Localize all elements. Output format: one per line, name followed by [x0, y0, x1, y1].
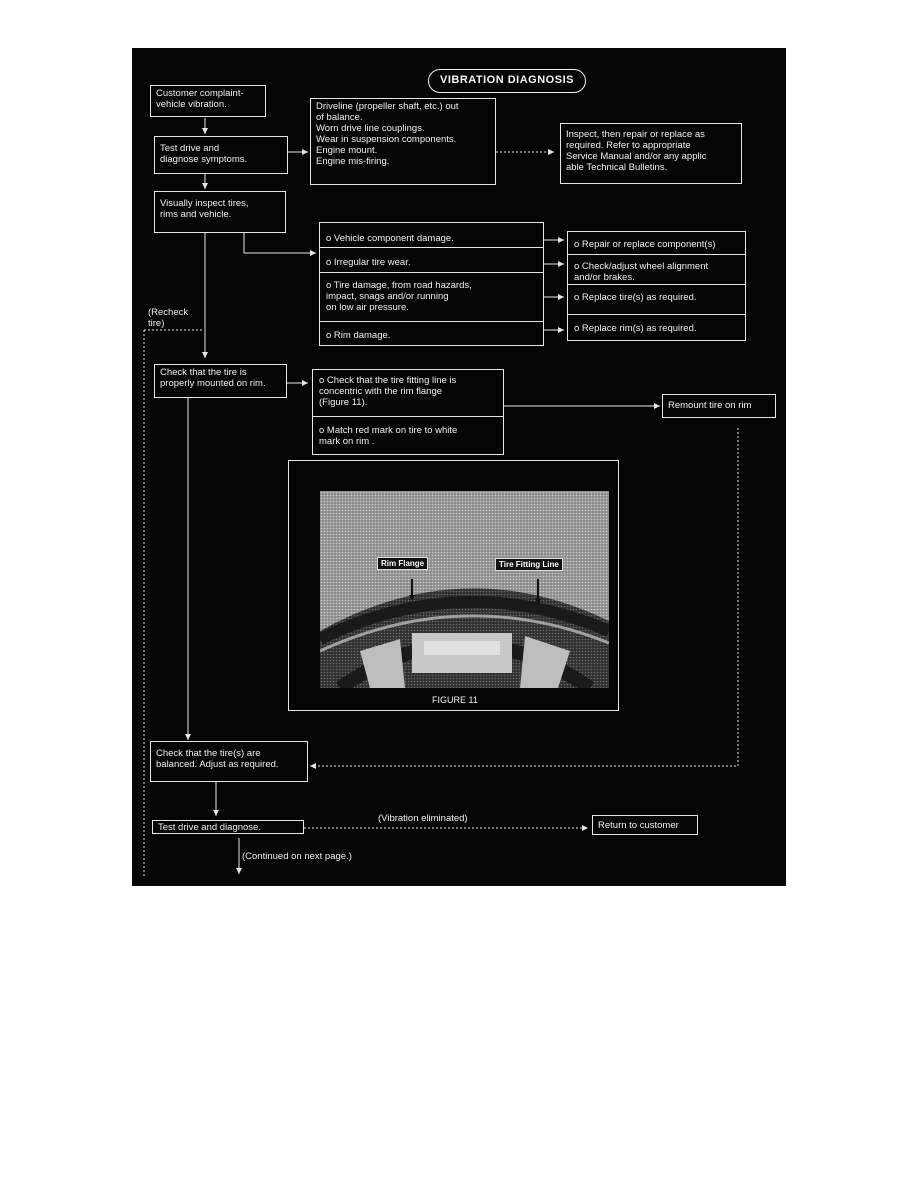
tire-fitting-line-label: Tire Fitting Line: [495, 558, 563, 571]
divider: [568, 284, 745, 285]
item-irregular-wear: o Irregular tire wear.: [326, 257, 411, 268]
item-tire-damage: o Tire damage, from road hazards, impact, snags and/or running on low air pressure.: [326, 280, 472, 313]
test-drive-diagnose-box: Test drive and diagnose.: [152, 820, 304, 834]
divider: [320, 321, 543, 322]
balanced-box: Check that the tire(s) are balanced. Adjust as required.: [150, 741, 308, 782]
continued-label: (Continued on next page.): [242, 851, 352, 862]
actions-box: [567, 231, 746, 341]
rim-flange-label: Rim Flange: [377, 557, 428, 570]
action-repair-component: o Repair or replace component(s): [574, 239, 716, 250]
figure-caption: FIGURE 11: [432, 695, 478, 705]
test-drive-box: Test drive and diagnose symptoms.: [154, 136, 288, 174]
divider: [320, 272, 543, 273]
action-replace-tire: o Replace tire(s) as required.: [574, 292, 697, 303]
vibration-eliminated-label: (Vibration eliminated): [378, 813, 468, 824]
remount-box: Remount tire on rim: [662, 394, 776, 418]
divider: [568, 314, 745, 315]
mounted-box: Check that the tire is properly mounted on rim.: [154, 364, 287, 398]
divider: [313, 416, 503, 417]
inspect-items-box: [319, 222, 544, 346]
tire-rim-illustration: [320, 491, 609, 688]
diagram-panel: [132, 48, 786, 886]
action-alignment: o Check/adjust wheel alignment and/or brakes.: [574, 261, 709, 283]
return-to-customer-box: Return to customer: [592, 815, 698, 835]
inspect-repair-box: Inspect, then repair or replace as required. Refer to appropriate Service Manual and/or any applic able Technical Bulletins.: [560, 123, 742, 184]
divider: [320, 247, 543, 248]
driveline-box: Driveline (propeller shaft, etc.) out of balance. Worn drive line couplings. Wear in suspension components. Engine mount. Engine mis-firing.: [310, 98, 496, 185]
check-red-mark: o Match red mark on tire to white mark on rim .: [319, 425, 458, 447]
figure-11-photo: [320, 491, 609, 688]
diagram-title: VIBRATION DIAGNOSIS: [428, 69, 586, 93]
action-replace-rim: o Replace rim(s) as required.: [574, 323, 697, 334]
recheck-label: (Recheck tire): [148, 307, 189, 329]
arrow-visual-items: [244, 233, 316, 253]
item-component-damage: o Vehicle component damage.: [326, 233, 454, 244]
divider: [568, 254, 745, 255]
complaint-box: Customer complaint- vehicle vibration.: [150, 85, 266, 117]
visually-inspect-box: Visually inspect tires, rims and vehicle.: [154, 191, 286, 233]
item-rim-damage: o Rim damage.: [326, 330, 391, 341]
mount-checks-box: [312, 369, 504, 455]
check-fitting-line: o Check that the tire fitting line is concentric with the rim flange (Figure 11).: [319, 375, 457, 408]
